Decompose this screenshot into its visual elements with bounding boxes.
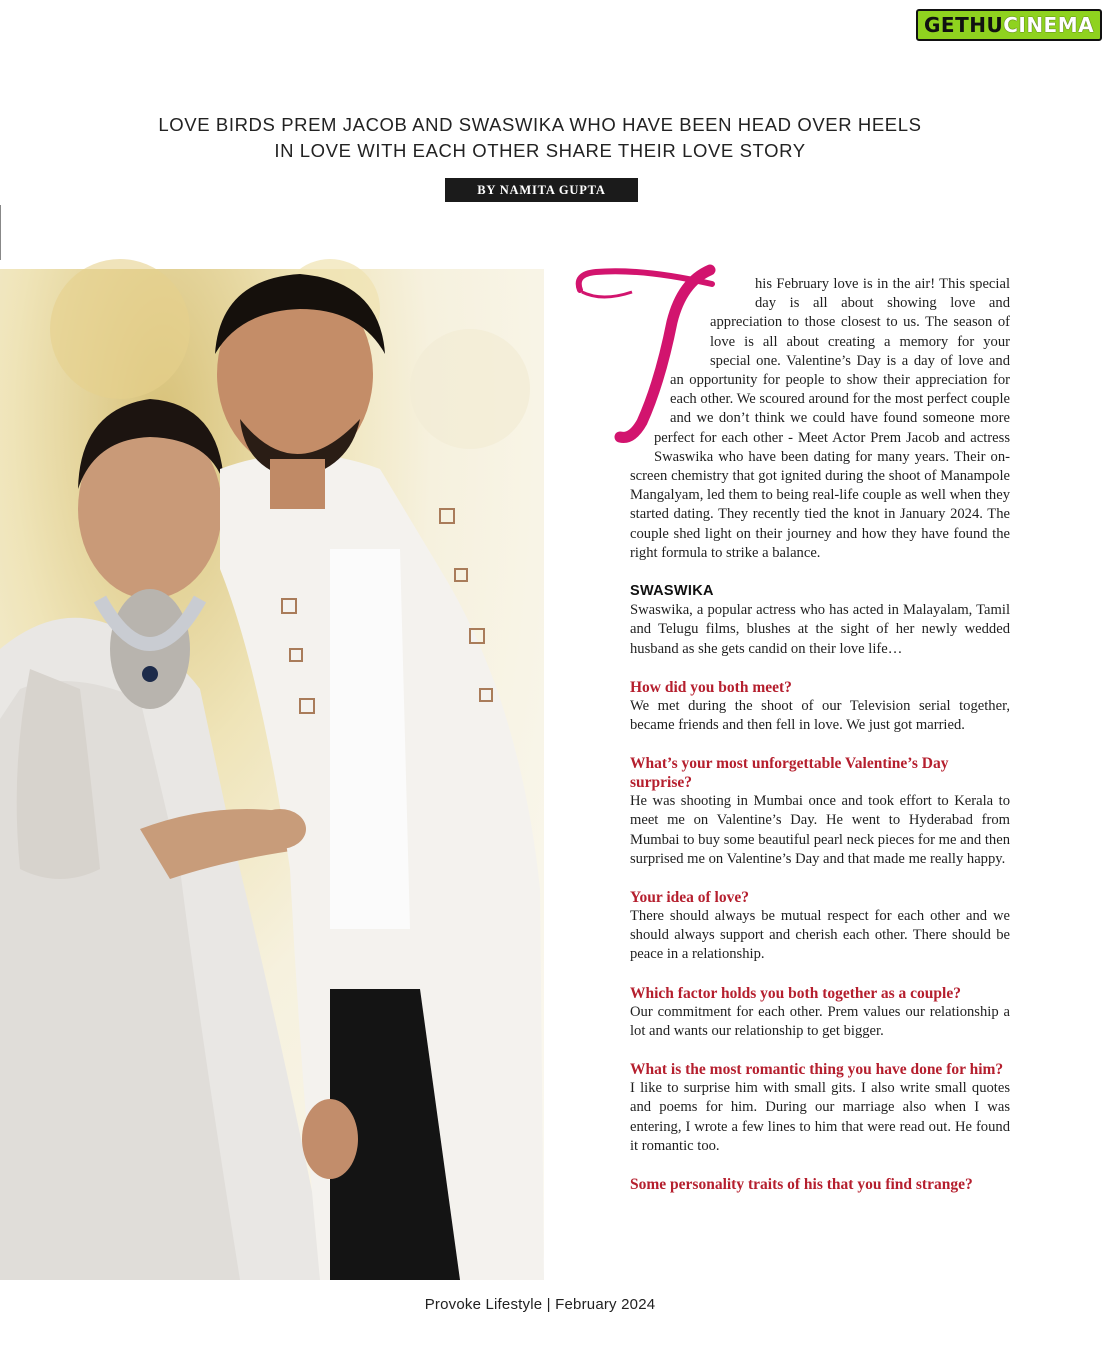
answer-1: We met during the shoot of our Television serial together, became friends and then fell in love. We just got married. <box>630 697 1010 734</box>
logo-wordmark: GETHUCINEMA <box>916 9 1102 41</box>
dropcap-wrap-2 <box>630 313 710 353</box>
question-1: How did you both meet? <box>630 678 792 696</box>
couple-photo-illustration <box>0 269 544 1280</box>
dropcap-wrap-4 <box>630 410 654 450</box>
question-6: Some personality traits of his that you find strange? <box>630 1175 973 1193</box>
headline-line-2: IN LOVE WITH EACH OTHER SHARE THEIR LOVE STORY <box>274 140 806 161</box>
dropcap-wrap-3 <box>630 353 670 410</box>
byline-badge: BY NAMITA GUPTA <box>445 178 638 202</box>
page-edge-rule <box>0 205 1 260</box>
intro-paragraph <box>630 275 1010 563</box>
question-3: Your idea of love? <box>630 889 749 907</box>
article-headline <box>120 112 960 164</box>
headline-line-1: LOVE BIRDS PREM JACOB AND SWASWIKA WHO HAVE BEEN HEAD OVER HEELS <box>158 114 922 135</box>
question-4: Which factor holds you both together as a couple? <box>630 984 961 1002</box>
answer-4: Our commitment for each other. Prem values our relationship a lot and wants our relationship to get bigger. <box>630 1003 1010 1039</box>
answer-2: He was shooting in Mumbai once and took effort to Kerala to meet me on Valentine’s Day. He went to Hyderabad from Mumbai to buy some beautiful pearl neck pieces for me and then surprised me on Valentine’s Day and that made me really happy. <box>630 793 1010 867</box>
intro-text: his February love is in the air! This special day is all about showing love and appreciation to those closest to us. The season of love is all about creating a memory for your special one. Valentine’s Day is a day of love and an opportunity for people to show their appreciation for each other. We scoured around for the most perfect couple and we don’t think we could have found someone more perfect for each other - Meet Actor Prem Jacob and actress Swaswika who have been dating for many years. Their on-screen chemistry that got ignited during the shoot of Manampole Mangalyam, led them to being real-life couple as well when they started dating. They recently tied the knot in January 2024. The couple shed light on their journey and how they have found the right formula to strike a balance. <box>630 276 1010 561</box>
dropcap-wrap-1 <box>630 275 755 313</box>
question-5: What is the most romantic thing you have done for him? <box>630 1061 1004 1079</box>
site-logo <box>916 6 1095 44</box>
section-text: Swaswika, a popular actress who has acted in Malayalam, Tamil and Telugu films, blushes at the sight of her newly wedded husband as she gets candid on their love life… <box>630 602 1010 657</box>
question-2: What’s your most unforgettable Valentine’s Day surprise? <box>630 755 949 792</box>
couple-photo <box>0 269 544 1280</box>
answer-5: I like to surprise him with small gits. I also write small quotes and poems for him. During our marriage also when I was entering, I wrote a few lines to him that were read out. He found it romantic too. <box>630 1080 1010 1154</box>
article-body <box>630 275 1010 1194</box>
answer-3: There should always be mutual respect for each other and we should always support and cherish each other. There should be peace in a relationship. <box>630 908 1010 963</box>
page-footer: Provoke Lifestyle | February 2024 <box>424 1296 656 1313</box>
section-heading: SWASWIKA <box>630 583 714 600</box>
